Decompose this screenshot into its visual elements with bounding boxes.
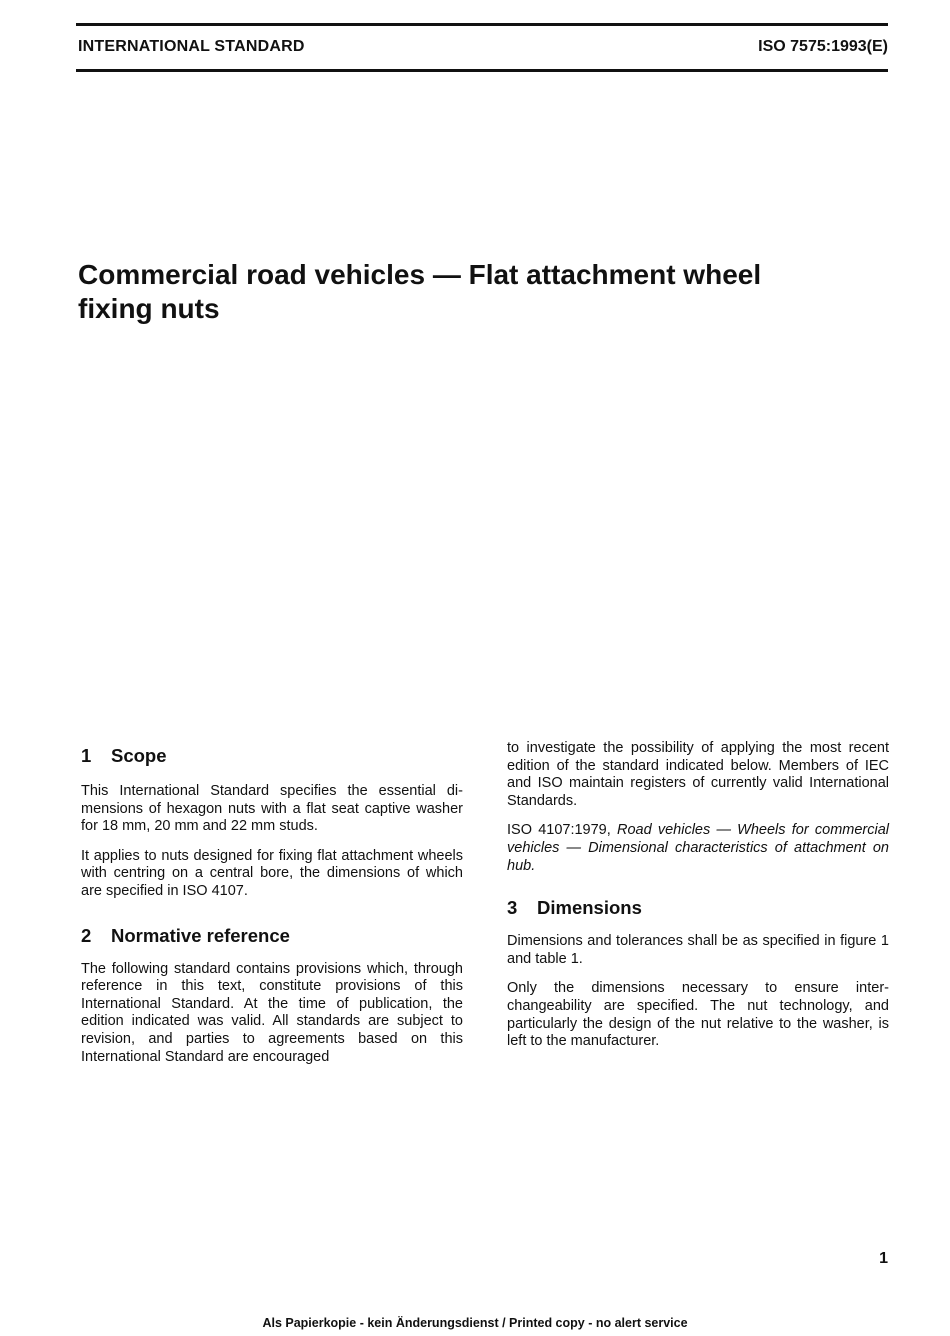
dimensions-paragraph-1: Dimensions and tolerances shall be as specified in figure 1 and table 1. <box>507 933 889 967</box>
scope-paragraph-1: This International Standard specifies the essential dimensions of hexagon nuts with a flat seat captive washer for 18 mm, 20 mm and 22 mm studs. <box>81 783 463 835</box>
document-type-label: INTERNATIONAL STANDARD <box>78 38 305 55</box>
normative-reference-entry <box>507 822 889 875</box>
scope-paragraph-2: It applies to nuts designed for fixing flat attachment wheels with centring on a central bore, the dimensions of which are specified in ISO 4107. <box>81 847 463 899</box>
section-number: 2 <box>81 924 92 946</box>
section-number: 1 <box>81 745 92 766</box>
print-notice-footer: Als Papierkopie - kein Änderungsdienst / Printed copy - no alert service <box>262 1316 688 1330</box>
title-line-1: Commercial road vehicles — Flat attachment wheel <box>78 259 762 290</box>
normative-paragraph-1: The following standard contains provisions which, through reference in this text, constitute provisions of this International Standard. At the time of publication, the edition indicated was valid. All standards are subject to revision, and parties to agreements based on this International Standard are encouraged <box>81 960 463 1065</box>
normative-paragraph-continued: to investigate the possibility of applying the most recent edition of the standard indicated below. Members of IEC and ISO maintain registers of currently valid International Standards. <box>507 740 889 809</box>
section-number: 3 <box>507 897 518 919</box>
dimensions-paragraph-2: Only the dimensions necessary to ensure interchangeability are specified. The nut technology, and particularly the design of the nut relative to the washer, is left to the manufacturer. <box>507 980 889 1050</box>
section-title: Dimensions <box>537 897 642 919</box>
page-number: 1 <box>879 1250 888 1267</box>
section-heading-scope <box>81 745 463 767</box>
section-heading-normative-reference <box>81 925 463 947</box>
reference-code: ISO 4107:1979, <box>507 822 611 839</box>
section-title: Normative reference <box>111 924 290 946</box>
section-title: Scope <box>111 745 167 766</box>
document-title <box>78 258 858 326</box>
header-bottom-rule <box>76 69 888 72</box>
left-column <box>81 740 463 1066</box>
header-top-rule <box>76 23 888 26</box>
document-number: ISO 7575:1993(E) <box>758 38 888 55</box>
reference-title: Road vehicles — Wheels for commercial vehicles — Dimensional characteristics of attachment on hub. <box>507 822 889 874</box>
title-line-2: fixing nuts <box>78 293 220 324</box>
right-column <box>507 740 889 1051</box>
section-heading-dimensions <box>507 897 889 919</box>
